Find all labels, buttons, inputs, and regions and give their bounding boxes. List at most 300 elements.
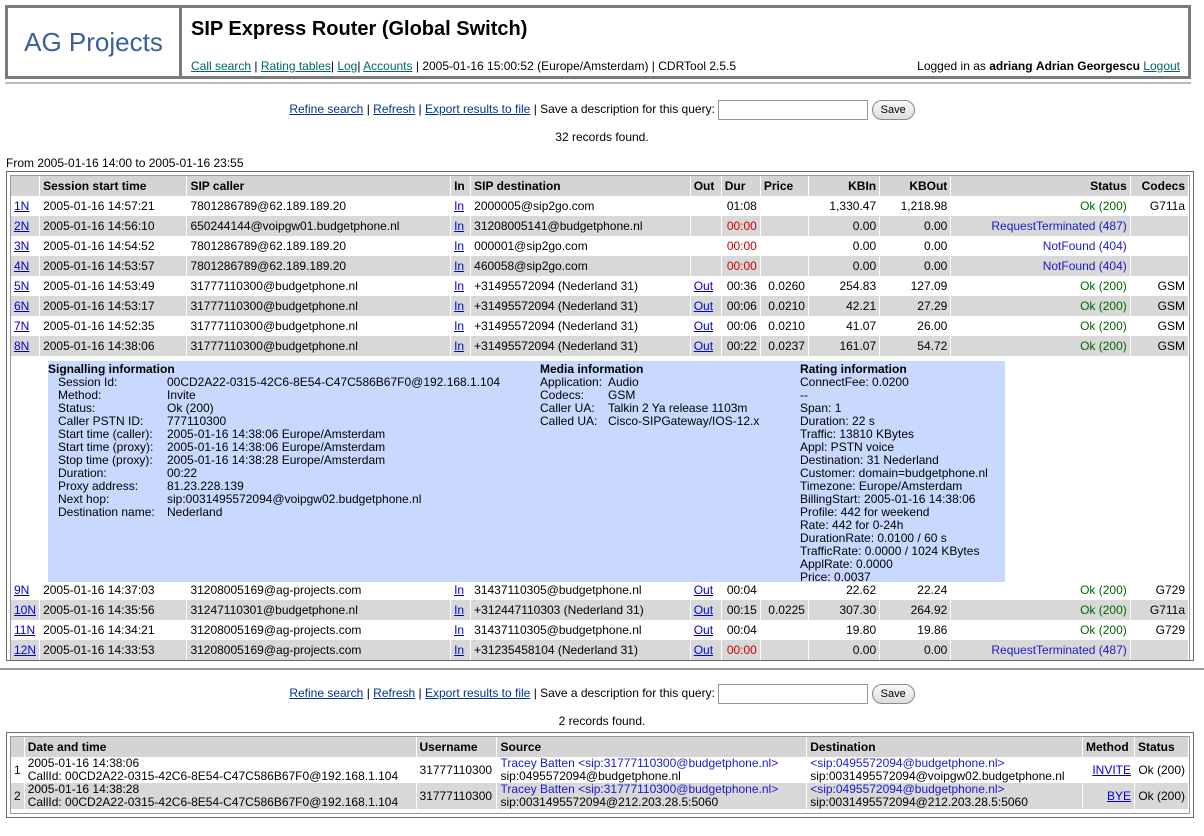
sip-username: 31777110300 [417, 757, 498, 783]
cdr-row [11, 640, 1189, 660]
sip-date: 2005-01-16 14:38:06 [27, 756, 140, 770]
media-title: Media information [540, 362, 644, 376]
cdr-codec [1131, 216, 1189, 236]
cdr-row [11, 236, 1189, 256]
col-in: In [451, 176, 471, 196]
sip-col-username: Username [417, 737, 498, 757]
cdr-destination: +31495572094 (Nederland 31) [471, 296, 691, 316]
cdr-kbin: 0.00 [809, 216, 880, 236]
cdr-kbin: 307.30 [809, 600, 880, 620]
media-info [540, 363, 759, 428]
status-badge: Ok (200) [951, 580, 1130, 600]
cdr-out [691, 196, 722, 216]
cdr-destination: 31437110305@budgetphone.nl [471, 580, 691, 600]
col-id [11, 176, 40, 196]
cdr-destination: +31235458104 (Nederland 31) [471, 640, 691, 660]
cdr-out-link[interactable]: Out [693, 279, 714, 293]
media-value: GSM [608, 388, 636, 402]
sip-header-row [11, 737, 1189, 757]
signalling-value: 81.23.228.139 [167, 479, 244, 493]
cdr-duration: 00:06 [722, 316, 761, 336]
signalling-value: 2005-01-16 14:38:28 Europe/Amsterdam [167, 453, 386, 467]
status-badge: Ok (200) [951, 276, 1130, 296]
cdr-kbin: 254.83 [809, 276, 880, 296]
rating-row: -- [800, 388, 808, 402]
cdr-in-link-cell [451, 276, 471, 296]
cdr-row-link[interactable]: 8N [14, 339, 30, 353]
sip-export-link[interactable]: Export results to file [424, 686, 531, 701]
sip-query-description-input[interactable] [718, 684, 868, 704]
cdr-duration: 00:36 [722, 276, 761, 296]
media-value: Cisco-SIPGateway/IOS-12.x [608, 414, 760, 428]
sip-row [11, 757, 1189, 783]
server-datetime: 2005-01-16 15:00:52 (Europe/Amsterdam) [422, 59, 649, 73]
cdr-price [761, 196, 809, 216]
export-link[interactable]: Export results to file [424, 102, 531, 117]
signalling-row [48, 389, 500, 402]
cdr-price [761, 256, 809, 276]
date-range: From 2005-01-16 14:00 to 2005-01-16 23:55 [6, 156, 244, 170]
cdr-out-link-cell [691, 296, 722, 316]
sip-source-from: Tracey Batten <sip:31777110300@budgetphone.nl> [500, 782, 779, 796]
cdr-in-link[interactable]: In [454, 219, 465, 233]
signalling-value: 00CD2A22-0315-42C6-8E54-C47C586B67F0@192.168.1.104 [167, 375, 501, 389]
sip-refresh-link[interactable]: Refresh [373, 686, 416, 701]
cdr-start-time: 2005-01-16 14:53:57 [40, 256, 187, 276]
sip-save-button[interactable]: Save [872, 684, 915, 704]
media-row [540, 415, 759, 428]
rating-row: ConnectFee: 0.0200 [800, 375, 909, 389]
sip-records-count: 2 records found. [558, 714, 646, 728]
signalling-value: 2005-01-16 14:38:06 Europe/Amsterdam [167, 427, 386, 441]
sip-method-link[interactable]: BYE [1106, 788, 1131, 803]
col-kbout: KBOut [880, 176, 951, 196]
cdr-in-link[interactable]: In [454, 319, 465, 333]
cdr-row [11, 276, 1189, 296]
cdr-in-link-cell [451, 196, 471, 216]
cdr-destination: +31495572094 (Nederland 31) [471, 276, 691, 296]
cdr-start-time: 2005-01-16 14:57:21 [40, 196, 187, 216]
sip-username: 31777110300 [417, 783, 498, 809]
cdr-kbout: 0.00 [880, 236, 951, 256]
cdr-kbout: 1,218.98 [880, 196, 951, 216]
signalling-row [48, 506, 500, 519]
cdr-caller: 31777110300@budgetphone.nl [187, 316, 451, 336]
cdr-in-link[interactable]: In [454, 259, 465, 273]
cdr-duration: 00:06 [722, 296, 761, 316]
cdr-codec: GSM [1131, 336, 1189, 356]
cdr-start-time: 2005-01-16 14:52:35 [40, 316, 187, 336]
sip-row [11, 783, 1189, 809]
cdr-start-time: 2005-01-16 14:37:03 [40, 580, 187, 600]
sip-destination-uri: sip:0031495572094@voipgw02.budgetphone.nl [810, 769, 1065, 783]
signalling-label: Status: [58, 401, 96, 415]
sip-callid: CallId: 00CD2A22-0315-42C6-8E54-C47C586B67F0@192.168.1.104 [27, 795, 399, 809]
rating-row: Appl: PSTN voice [800, 440, 895, 454]
cdr-caller: 31777110300@budgetphone.nl [187, 276, 451, 296]
cdr-kbout: 0.00 [880, 640, 951, 660]
query-actions: Refine search | Refresh | Export results to file | Save a description for this query: Save [0, 100, 1204, 120]
cdr-kbin: 42.21 [809, 296, 880, 316]
cdr-row-link-cell [11, 620, 40, 640]
col-dur: Dur [722, 176, 761, 196]
cdr-out-link-cell [691, 640, 722, 660]
logout-link[interactable]: Logout [1143, 59, 1180, 73]
cdr-kbout: 22.24 [880, 580, 951, 600]
header [5, 5, 1191, 79]
signalling-label: Proxy address: [58, 479, 139, 493]
cdr-kbin: 41.07 [809, 316, 880, 336]
cdr-caller: 7801286789@62.189.189.20 [187, 196, 451, 216]
save-button[interactable]: Save [872, 100, 915, 120]
signalling-row [48, 376, 500, 389]
cdr-row-link[interactable]: 12N [14, 643, 37, 657]
media-label: Application: [540, 375, 603, 389]
cdr-duration: 00:00 [722, 236, 761, 256]
sip-col-destination: Destination [807, 737, 1083, 757]
sip-source-from: Tracey Batten <sip:31777110300@budgetphone.nl> [500, 756, 779, 770]
cdr-codec: GSM [1131, 316, 1189, 336]
sip-save-description-label: Save a description for this query: [540, 686, 715, 701]
cdr-row-link[interactable]: 9N [14, 583, 30, 597]
cdr-row [11, 580, 1189, 600]
cdr-caller: 650244144@voipgw01.budgetphone.nl [187, 216, 451, 236]
rating-row: Timezone: Europe/Amsterdam [800, 479, 963, 493]
signalling-title: Signalling information [48, 362, 175, 376]
cdr-in-link[interactable]: In [454, 239, 465, 253]
col-kbin: KBIn [809, 176, 880, 196]
cdr-out-link[interactable]: Out [693, 319, 714, 333]
sip-method-link[interactable]: INVITE [1092, 762, 1131, 777]
sip-source-uri: sip:0031495572094@212.203.28.5:5060 [500, 795, 719, 809]
sip-date-cell [25, 783, 417, 809]
cdr-out-link[interactable]: Out [693, 643, 714, 657]
status-badge: Ok (200) [951, 296, 1130, 316]
cdr-duration: 00:04 [722, 620, 761, 640]
cdr-row-link-cell [11, 276, 40, 296]
cdr-row [11, 600, 1189, 620]
cdr-out-link[interactable]: Out [693, 623, 714, 637]
cdr-codec: GSM [1131, 276, 1189, 296]
col-destination: SIP destination [471, 176, 691, 196]
sip-destination-cell [807, 783, 1083, 809]
cdr-in-link-cell [451, 640, 471, 660]
cdr-caller: 31777110300@budgetphone.nl [187, 296, 451, 316]
signalling-value: Invite [167, 388, 196, 402]
sip-status: Ok (200) [1135, 757, 1189, 783]
cdr-price: 0.0237 [761, 336, 809, 356]
login-fullname: Adrian Georgescu [1035, 59, 1140, 73]
sip-source-uri: sip:0495572094@budgetphone.nl [500, 769, 681, 783]
sip-date-cell [25, 757, 417, 783]
cdr-caller: 31208005169@ag-projects.com [187, 640, 451, 660]
cdr-in-link[interactable]: In [454, 339, 465, 353]
sip-destination-to: <sip:0495572094@budgetphone.nl> [810, 756, 1005, 770]
rating-row: Span: 1 [800, 401, 842, 415]
sip-row-number: 2 [11, 783, 25, 809]
cdr-in-link[interactable]: In [454, 279, 465, 293]
cdr-in-link-cell [451, 580, 471, 600]
media-value: Audio [608, 375, 639, 389]
cdr-price: 0.0210 [761, 296, 809, 316]
cdr-out-link-cell [691, 620, 722, 640]
col-start: Session start time [40, 176, 187, 196]
cdr-price [761, 640, 809, 660]
cdr-kbin: 22.62 [809, 580, 880, 600]
sip-source-cell [497, 783, 807, 809]
rating-row: Traffic: 13810 KBytes [800, 427, 915, 441]
cdr-codec [1131, 640, 1189, 660]
cdr-duration: 00:00 [722, 216, 761, 236]
cdr-duration: 01:08 [722, 196, 761, 216]
cdr-out-link-cell [691, 336, 722, 356]
cdr-out-link-cell [691, 600, 722, 620]
rating-row: Duration: 22 s [800, 414, 875, 428]
rating-row: BillingStart: 2005-01-16 14:38:06 [800, 492, 976, 506]
cdr-header-row [11, 176, 1189, 196]
status-badge: Ok (200) [951, 196, 1130, 216]
cdr-row-link-cell [11, 196, 40, 216]
cdr-start-time: 2005-01-16 14:54:52 [40, 236, 187, 256]
cdr-in-link-cell [451, 236, 471, 256]
cdr-destination: 2000005@sip2go.com [471, 196, 691, 216]
nav-log[interactable]: Log [337, 59, 358, 73]
signalling-label: Caller PSTN ID: [58, 414, 144, 428]
rating-row: TrafficRate: 0.0000 / 1024 KBytes [800, 544, 980, 558]
cdr-row-link-cell [11, 216, 40, 236]
media-label: Caller UA: [540, 401, 595, 415]
cdr-kbout: 19.86 [880, 620, 951, 640]
cdr-codec: G729 [1131, 620, 1189, 640]
cdr-in-link[interactable]: In [454, 603, 465, 617]
cdr-row [11, 296, 1189, 316]
cdr-kbin: 161.07 [809, 336, 880, 356]
cdr-start-time: 2005-01-16 14:38:06 [40, 336, 187, 356]
cdr-kbin: 19.80 [809, 620, 880, 640]
cdr-row-link[interactable]: 6N [14, 299, 30, 313]
refresh-link[interactable]: Refresh [373, 102, 416, 117]
sip-table-frame [6, 732, 1194, 818]
cdr-row-link-cell [11, 236, 40, 256]
refine-search-link[interactable]: Refine search [289, 102, 364, 117]
sip-col-source: Source [497, 737, 807, 757]
nav-call-search[interactable]: Call search [191, 59, 252, 73]
query-description-input[interactable] [718, 100, 868, 120]
cdr-out-link[interactable]: Out [693, 299, 714, 313]
cdr-row [11, 196, 1189, 216]
cdr-row-link-cell [11, 580, 40, 600]
cdr-codec: G711a [1131, 600, 1189, 620]
sip-date: 2005-01-16 14:38:28 [27, 782, 140, 796]
cdr-row-link[interactable]: 11N [14, 623, 36, 637]
cdr-destination: 000001@sip2go.com [471, 236, 691, 256]
signalling-label: Method: [58, 388, 102, 402]
cdr-in-link-cell [451, 296, 471, 316]
cdr-row-link[interactable]: 4N [14, 259, 30, 273]
col-out: Out [691, 176, 722, 196]
status-badge: NotFound (404) [951, 256, 1130, 276]
cdr-row [11, 620, 1189, 640]
cdr-row [11, 256, 1189, 276]
rating-title: Rating information [800, 362, 907, 376]
cdr-row-link-cell [11, 640, 40, 660]
media-label: Called UA: [540, 414, 598, 428]
cdr-row-link[interactable]: 7N [14, 319, 30, 333]
cdr-in-link-cell [451, 620, 471, 640]
page-title: SIP Express Router (Global Switch) [191, 18, 528, 40]
cdr-in-link-cell [451, 216, 471, 236]
cdr-start-time: 2005-01-16 14:35:56 [40, 600, 187, 620]
cdr-in-link-cell [451, 600, 471, 620]
rating-row: ApplRate: 0.0000 [800, 557, 893, 571]
signalling-label: Stop time (proxy): [58, 453, 153, 467]
signalling-value: 777110300 [167, 414, 227, 428]
cdr-kbin: 0.00 [809, 236, 880, 256]
cdr-out-link[interactable]: Out [693, 339, 714, 353]
cdr-destination: 460058@sip2go.com [471, 256, 691, 276]
signalling-value: Nederland [167, 505, 223, 519]
cdr-row-link[interactable]: 3N [14, 239, 30, 253]
sip-trace-table [11, 737, 1189, 809]
cdr-out-link-cell [691, 276, 722, 296]
cdr-caller: 31777110300@budgetphone.nl [187, 336, 451, 356]
nav-rating-tables[interactable]: Rating tables [260, 59, 331, 73]
cdr-kbin: 1,330.47 [809, 196, 880, 216]
cdr-row-link-cell [11, 600, 40, 620]
cdr-in-link[interactable]: In [454, 623, 465, 637]
signalling-row [48, 454, 500, 467]
signalling-label: Next hop: [58, 492, 110, 506]
cdr-in-link[interactable]: In [454, 643, 465, 657]
top-nav: Call search | Rating tables| Log| Accounts | 2005-01-16 15:00:52 (Europe/Amsterdam) | CDRTool 2.5.5 [191, 59, 737, 73]
signalling-label: Session Id: [58, 375, 118, 389]
logo-text: AG Projects [24, 26, 163, 57]
cdr-start-time: 2005-01-16 14:53:17 [40, 296, 187, 316]
section-divider [0, 668, 1204, 670]
cdr-row-link-cell [11, 316, 40, 336]
rating-row: Price: 0.0037 [800, 570, 871, 584]
sip-status: Ok (200) [1135, 783, 1189, 809]
cdr-in-link[interactable]: In [454, 199, 465, 213]
cdr-kbout: 27.29 [880, 296, 951, 316]
cdr-caller: 31208005169@ag-projects.com [187, 620, 451, 640]
cdr-caller: 31247110301@budgetphone.nl [187, 600, 451, 620]
cdr-destination: +31495572094 (Nederland 31) [471, 316, 691, 336]
rating-row: Profile: 442 for weekend [800, 505, 930, 519]
sip-query-actions: Refine search | Refresh | Export results to file | Save a description for this query: Save [0, 684, 1204, 704]
signalling-label: Start time (proxy): [58, 440, 154, 454]
cdr-caller: 7801286789@62.189.189.20 [187, 256, 451, 276]
sip-destination-to: <sip:0495572094@budgetphone.nl> [810, 782, 1005, 796]
cdr-price [761, 620, 809, 640]
cdr-kbout: 0.00 [880, 256, 951, 276]
cdr-caller: 31208005169@ag-projects.com [187, 580, 451, 600]
cdr-kbout: 0.00 [880, 216, 951, 236]
cdr-codec: G729 [1131, 580, 1189, 600]
cdr-out-link[interactable]: Out [693, 583, 714, 597]
col-price: Price [761, 176, 809, 196]
cdr-row-link[interactable]: 10N [14, 603, 37, 617]
cdr-row-link[interactable]: 1N [14, 199, 30, 213]
status-badge: Ok (200) [951, 600, 1130, 620]
sip-col-status: Status [1135, 737, 1189, 757]
cdr-row-link[interactable]: 2N [14, 219, 30, 233]
cdr-duration: 00:15 [722, 600, 761, 620]
logged-in-label: Logged in as [917, 59, 986, 73]
sip-refine-search-link[interactable]: Refine search [289, 686, 364, 701]
cdr-start-time: 2005-01-16 14:33:53 [40, 640, 187, 660]
header-shadow [5, 82, 1191, 84]
signalling-value: 00:22 [167, 466, 198, 480]
sip-row-number: 1 [11, 757, 25, 783]
cdr-kbout: 54.72 [880, 336, 951, 356]
cdr-in-link-cell [451, 336, 471, 356]
app-version: CDRTool 2.5.5 [658, 59, 737, 73]
cdr-kbin: 0.00 [809, 640, 880, 660]
cdr-price: 0.0210 [761, 316, 809, 336]
cdr-start-time: 2005-01-16 14:34:21 [40, 620, 187, 640]
col-codecs: Codecs [1131, 176, 1189, 196]
cdr-row-link-cell [11, 296, 40, 316]
cdr-codec [1131, 256, 1189, 276]
cdr-in-link[interactable]: In [454, 583, 465, 597]
media-label: Codecs: [540, 388, 585, 402]
cdr-duration: 00:00 [722, 640, 761, 660]
records-count: 32 records found. [555, 130, 649, 144]
call-detail-panel [48, 361, 1005, 582]
cdr-destination: +31495572094 (Nederland 31) [471, 336, 691, 356]
cdr-kbout: 264.92 [880, 600, 951, 620]
cdr-destination: 31208005141@budgetphone.nl [471, 216, 691, 236]
cdr-row [11, 216, 1189, 236]
login-username: adriang [989, 59, 1033, 73]
sip-destination-uri: sip:0031495572094@212.203.28.5:5060 [810, 795, 1028, 809]
sip-callid: CallId: 00CD2A22-0315-42C6-8E54-C47C586B67F0@192.168.1.104 [27, 769, 399, 783]
sip-method-link-cell [1083, 757, 1135, 783]
signalling-value: sip:0031495572094@voipgw02.budgetphone.nl [167, 492, 422, 506]
sip-col-date: Date and time [25, 737, 417, 757]
status-badge: RequestTerminated (487) [951, 640, 1130, 660]
sip-col-method: Method [1083, 737, 1135, 757]
cdr-price: 0.0225 [761, 600, 809, 620]
nav-accounts[interactable]: Accounts [363, 59, 413, 73]
cdr-row-link[interactable]: 5N [14, 279, 30, 293]
cdr-in-link-cell [451, 256, 471, 276]
rating-row: DurationRate: 0.0100 / 60 s [800, 531, 947, 545]
signalling-value: Ok (200) [167, 401, 214, 415]
col-status: Status [951, 176, 1130, 196]
status-badge: Ok (200) [951, 316, 1130, 336]
cdr-in-link[interactable]: In [454, 299, 465, 313]
cdr-row [11, 316, 1189, 336]
cdr-row [11, 336, 1189, 356]
col-caller: SIP caller [187, 176, 451, 196]
rating-row: Rate: 442 for 0-24h [800, 518, 904, 532]
cdr-kbin: 0.00 [809, 256, 880, 276]
rating-info [800, 363, 988, 584]
signalling-label: Duration: [58, 466, 107, 480]
cdr-out-link[interactable]: Out [693, 603, 714, 617]
login-info [917, 59, 1180, 73]
save-description-label: Save a description for this query: [540, 102, 715, 117]
status-badge: NotFound (404) [951, 236, 1130, 256]
cdr-out [691, 236, 722, 256]
sip-col-n [11, 737, 25, 757]
cdr-price [761, 236, 809, 256]
cdr-codec [1131, 236, 1189, 256]
sip-source-cell [497, 757, 807, 783]
signalling-label: Start time (caller): [58, 427, 153, 441]
